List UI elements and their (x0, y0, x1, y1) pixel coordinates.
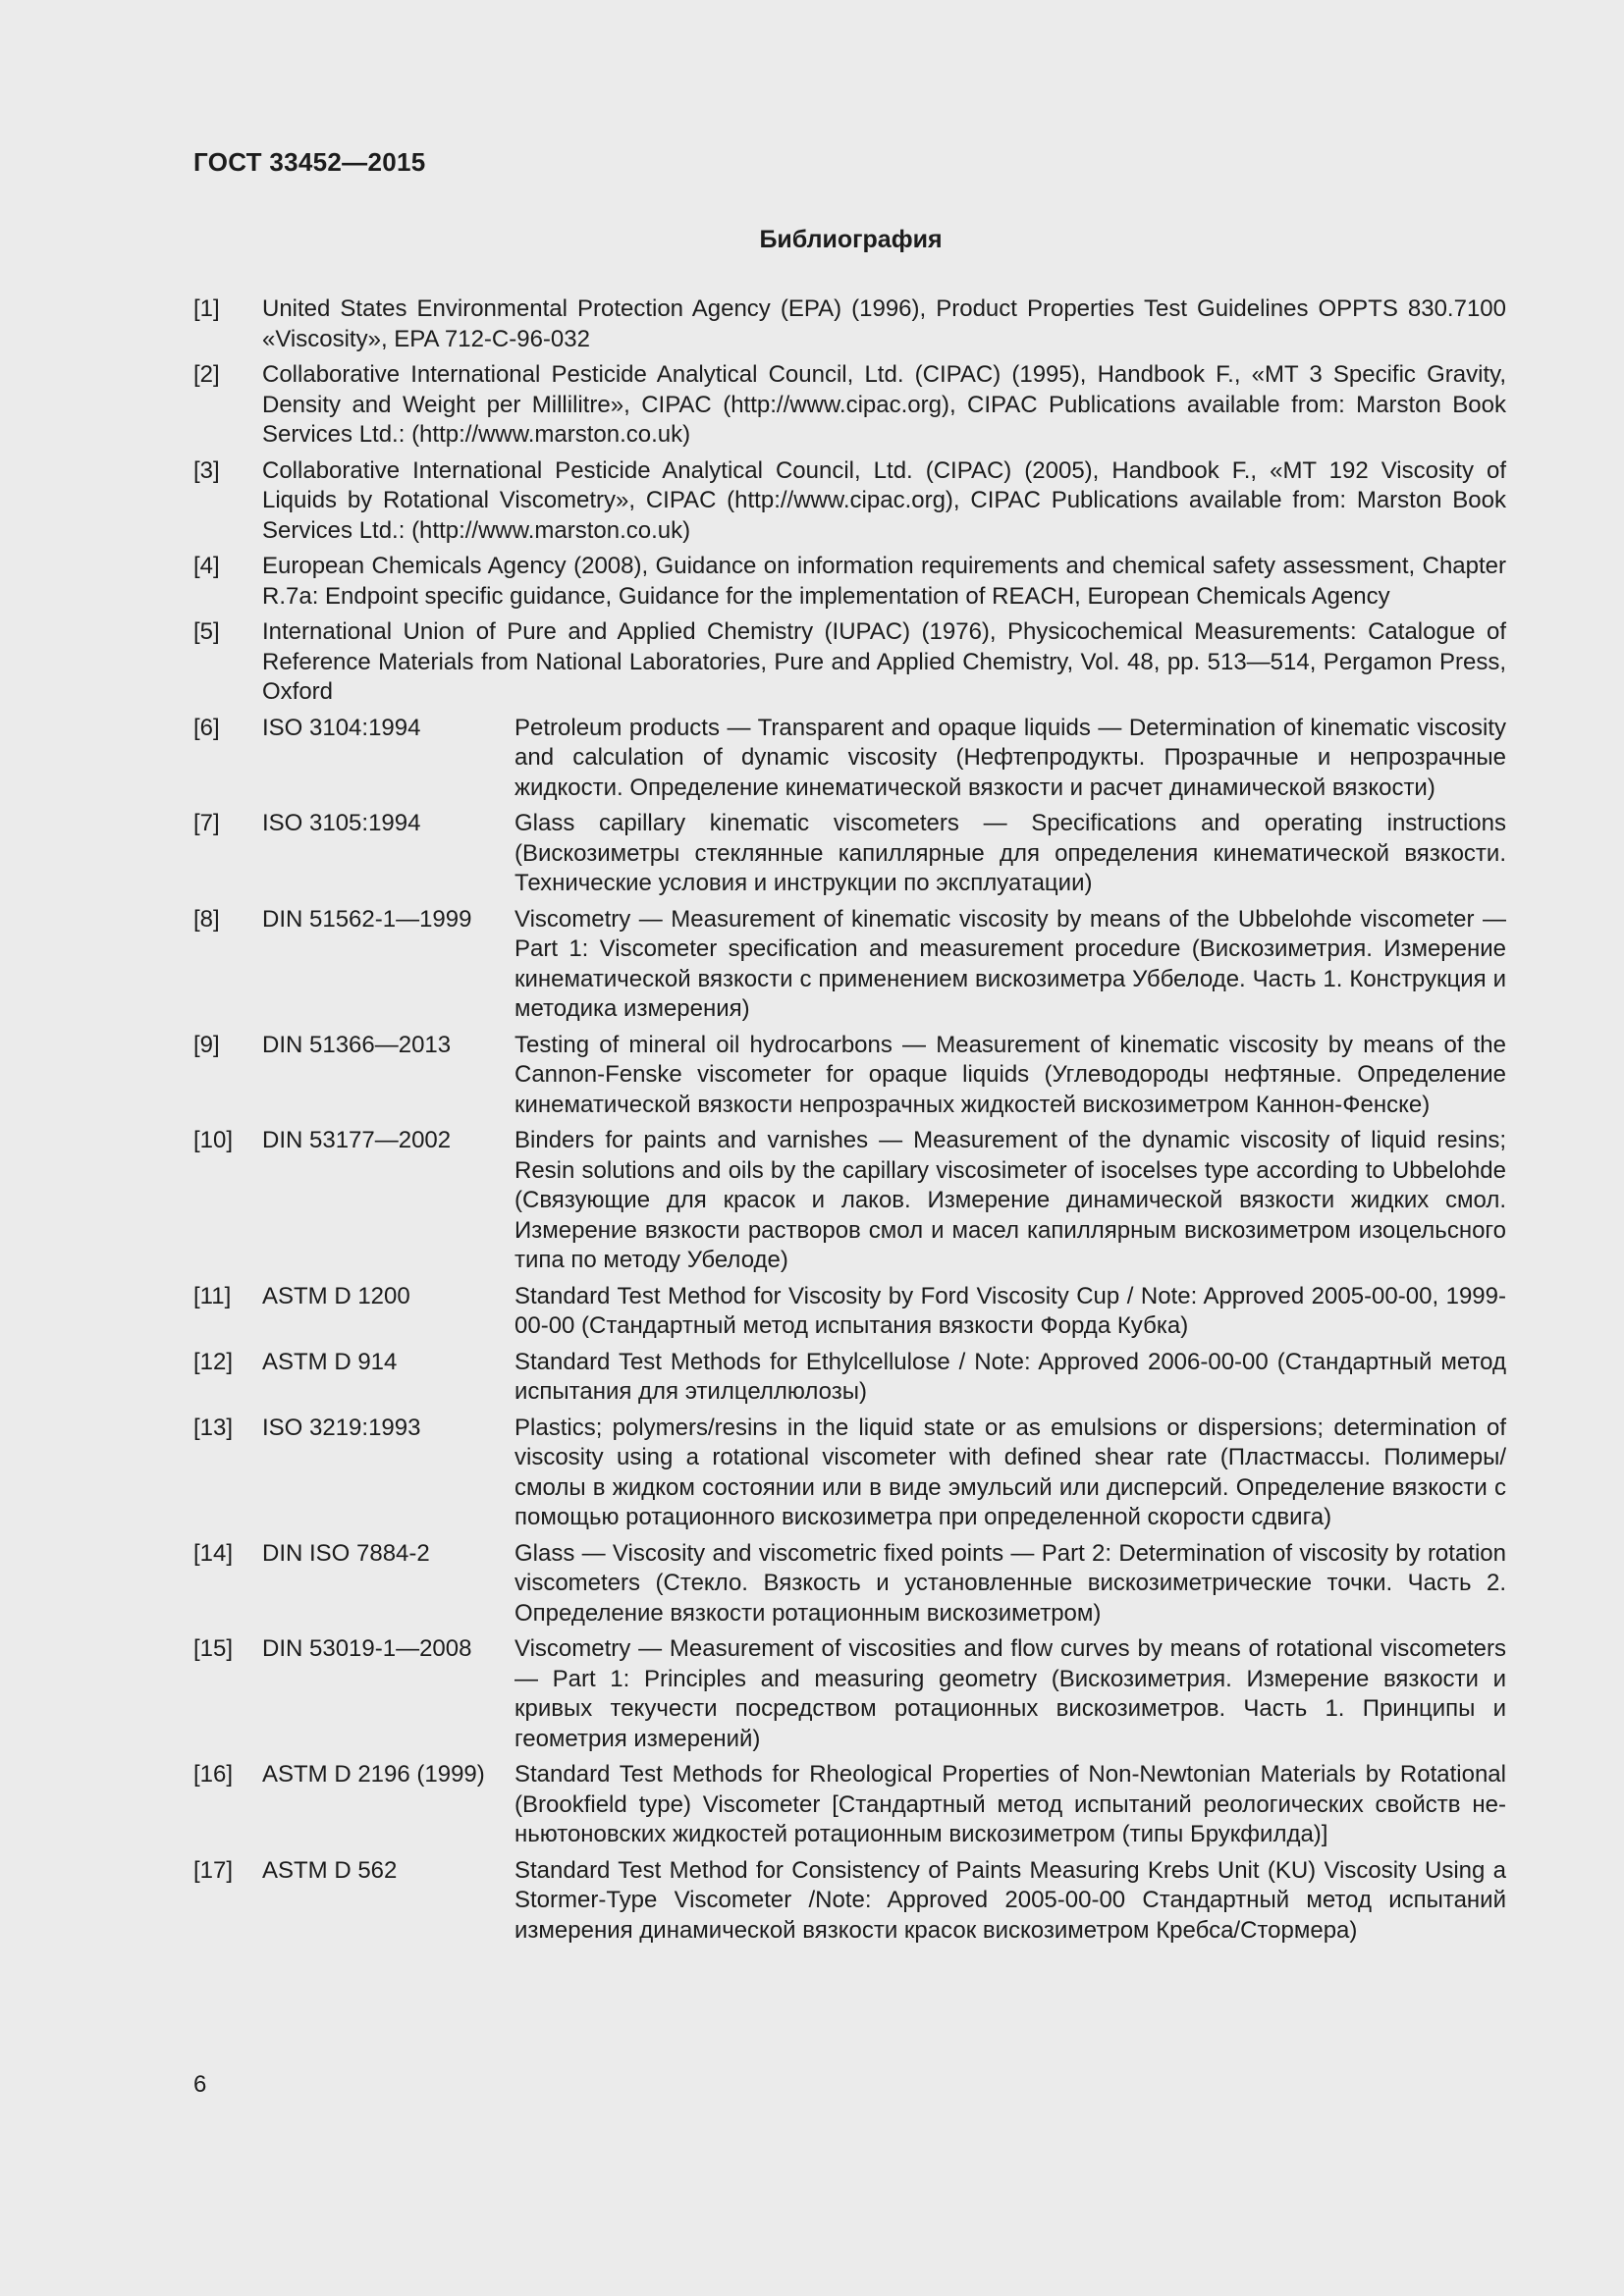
document-code: ГОСТ 33452—2015 (193, 147, 426, 177)
entry-text: Collaborative International Pesticide Analytical Council, Ltd. (CIPAC) (2005), Handbook F., «MT 192 Viscosity of Liquids by Rotational Viscometry», CIPAC (http://www.cipac.org), CIPAC Publications available from: Marston Book Services Ltd.: (http://www.marston.co.uk) (262, 456, 1506, 544)
entry-text: Testing of mineral oil hydrocarbons — Measurement of kinematic viscosity by means of the Cannon-Fenske viscometer for opaque liquids (Углеводороды нефтяные. Определение кинематической вязкости непрозрачных жидкостей вискозиметром Каннон-Фенске) (514, 1031, 1506, 1118)
entry-number: [12] (193, 1348, 234, 1375)
entry-number: [14] (193, 1539, 234, 1567)
entry-number: [2] (193, 361, 220, 388)
entry-standard-code: DIN 53019-1—2008 (262, 1635, 472, 1662)
bibliography-entry (193, 1539, 1506, 1629)
bibliography-entry (193, 809, 1506, 899)
entry-text: Collaborative International Pesticide Analytical Council, Ltd. (CIPAC) (1995), Handbook F., «MT 3 Specific Gravity, Density and Weight per Millilitre», CIPAC (http://www.cipac.org), CIPAC Publications available from: Marston Book Services Ltd.: (http://www.marston.co.uk) (262, 361, 1506, 448)
entry-standard-code: DIN 51366—2013 (262, 1031, 452, 1058)
bibliography-entry (193, 456, 1506, 547)
entry-standard-code: ISO 3104:1994 (262, 714, 421, 741)
entry-text: Glass — Viscosity and viscometric fixed points — Part 2: Determination of viscosity by rotation viscometers (Стекло. Вязкость и установленные вискозиметрические точки. Часть 2. Определение вязкости ротационным вискозиметром) (514, 1539, 1506, 1627)
entry-standard-code: DIN 53177—2002 (262, 1127, 452, 1153)
bibliography-title: Библиография (759, 226, 943, 253)
bibliography-entry (193, 714, 1506, 804)
bibliography-list (193, 294, 1506, 1951)
entry-text: Viscometry — Measurement of kinematic viscosity by means of the Ubbelohde viscometer — Part 1: Viscometer specification and measurement procedure (Вискозиметрия. Измерение кинематической вязкости с применением вискозиметра Уббелоде. Часть 1. Конструкция и методика измерения) (514, 905, 1506, 1022)
bibliography-entry (193, 552, 1506, 612)
entry-text: Standard Test Method for Consistency of Paints Measuring Krebs Unit (KU) Viscosity Using a Stormer-Type Viscometer /Note: Approved 2005-00-00 Стандартный метод испытаний измерения динамической вязкости красок вискозиметром Кребса/Стормера) (514, 1856, 1506, 1944)
entry-number: [10] (193, 1127, 234, 1153)
bibliography-entry (193, 1634, 1506, 1754)
entry-text: Standard Test Methods for Rheological Properties of Non-Newtonian Materials by Rotational (Brookfield type) Viscometer [Стандартный метод испытаний реологических свойств неньютоновских жидкостей ротационным вискозиметром (типы Брукфилда)] (514, 1761, 1506, 1847)
entry-number: [5] (193, 618, 220, 645)
entry-number: [15] (193, 1635, 234, 1662)
bibliography-entry (193, 1031, 1506, 1121)
entry-text: Standard Test Method for Viscosity by Ford Viscosity Cup / Note: Approved 2005-00-00, 1999-00-00 (Стандартный метод испытания вязкости Форда Кубка) (514, 1282, 1506, 1339)
entry-number: [11] (193, 1282, 232, 1309)
entry-standard-code: ISO 3219:1993 (262, 1414, 421, 1441)
entry-number: [4] (193, 553, 220, 579)
entry-standard-code: ASTM D 1200 (262, 1282, 410, 1309)
bibliography-entry (193, 1126, 1506, 1276)
entry-text: Binders for paints and varnishes — Measurement of the dynamic viscosity of liquid resins; Resin solutions and oils by the capillary viscosimeter of isocelses type according to Ubbelohde (Связующие для красок и лаков. Измерение динамической вязкости жидких смол. Измерение вязкости растворов смол и масел капиллярным вискозиметром изоцельсного типа по методу Убелоде) (514, 1127, 1506, 1273)
entry-number: [3] (193, 456, 220, 484)
entry-text: Plastics; polymers/resins in the liquid state or as emulsions or dispersions; determination of viscosity using a rotational viscometer with defined shear rate (Пластмассы. Полимеры/ смолы в жидком состоянии или в виде эмульсий или дисперсий. Определение вязкости с помощью ротационного вискозиметра при определенной скорости сдвига) (514, 1414, 1506, 1530)
entry-standard-code: ISO 3105:1994 (262, 810, 421, 836)
entry-text: International Union of Pure and Applied Chemistry (IUPAC) (1976), Physicochemical Measurements: Catalogue of Reference Materials from National Laboratories, Pure and Applied Chemistry, Vol. 48, pp. 513—514, Pergamon Press, Oxford (262, 618, 1506, 705)
entry-text: Standard Test Methods for Ethylcellulose / Note: Approved 2006-00-00 (Стандартный метод испытания для этилцеллюлозы) (514, 1348, 1506, 1405)
entry-standard-code: ASTM D 562 (262, 1856, 398, 1884)
entry-standard-code: DIN 51562-1—1999 (262, 905, 472, 933)
bibliography-entry (193, 1414, 1506, 1533)
bibliography-entry (193, 1856, 1506, 1947)
bibliography-entry (193, 360, 1506, 451)
entry-number: [17] (193, 1856, 234, 1884)
entry-number: [8] (193, 905, 220, 933)
bibliography-entry (193, 294, 1506, 354)
page-number: 6 (193, 2071, 207, 2098)
entry-text: European Chemicals Agency (2008), Guidance on information requirements and chemical safety assessment, Chapter R.7a: Endpoint specific guidance, Guidance for the implementation of REACH, European Chemicals Agency (262, 553, 1506, 610)
bibliography-entry (193, 617, 1506, 708)
entry-standard-code: ASTM D 2196 (1999) (262, 1761, 485, 1788)
bibliography-entry (193, 1348, 1506, 1408)
entry-number: [13] (193, 1414, 234, 1441)
bibliography-entry (193, 905, 1506, 1025)
entry-number: [9] (193, 1031, 220, 1058)
entry-text: United States Environmental Protection Agency (EPA) (1996), Product Properties Test Guidelines OPPTS 830.7100 «Viscosity», EPA 712-C-96-032 (262, 295, 1506, 352)
entry-number: [7] (193, 810, 220, 836)
entry-number: [16] (193, 1761, 234, 1788)
bibliography-entry (193, 1282, 1506, 1342)
bibliography-entry (193, 1760, 1506, 1850)
entry-number: [6] (193, 714, 220, 741)
entry-text: Glass capillary kinematic viscometers — Specifications and operating instructions (Вискозиметры стеклянные капиллярные для определения кинематической вязкости. Технические условия и инструкции по эксплуатации) (514, 810, 1506, 896)
entry-standard-code: DIN ISO 7884-2 (262, 1539, 430, 1567)
entry-standard-code: ASTM D 914 (262, 1348, 398, 1375)
entry-number: [1] (193, 295, 220, 322)
entry-text: Petroleum products — Transparent and opaque liquids — Determination of kinematic viscosity and calculation of dynamic viscosity (Нефтепродукты. Прозрачные и непрозрачные жидкости. Определение кинематической вязкости и расчет динамической вязкости) (514, 714, 1506, 801)
entry-text: Viscometry — Measurement of viscosities and flow curves by means of rotational viscometers — Part 1: Principles and measuring geometry (Вискозиметрия. Измерение вязкости и кривых текучести посредством ротационных вискозиметров. Часть 1. Принципы и геометрия измерений) (514, 1635, 1506, 1752)
